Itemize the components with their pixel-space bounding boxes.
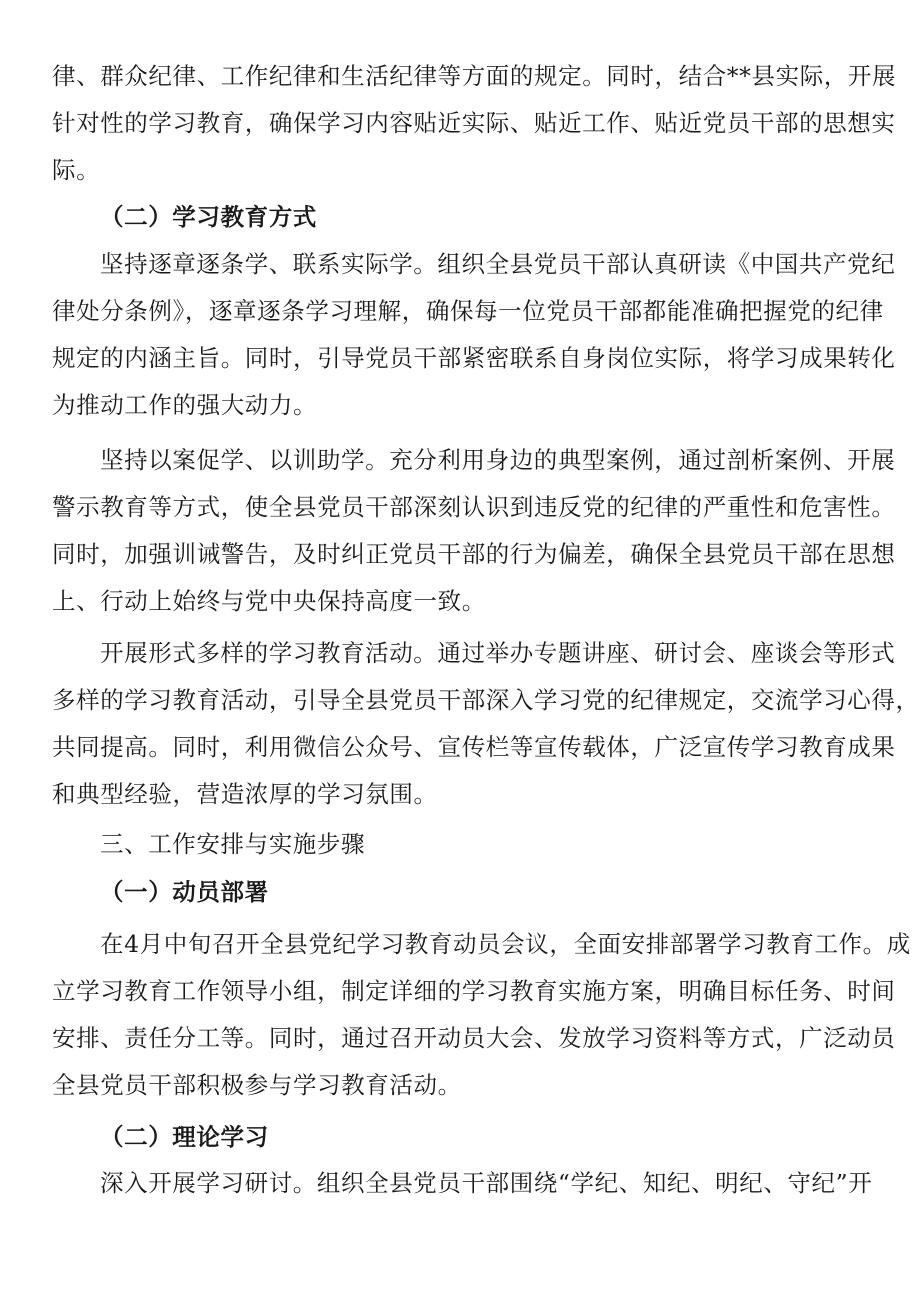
paragraph-line: 立学习教育工作领导小组，制定详细的学习教育实施方案，明确目标任务、时间 bbox=[52, 977, 896, 1005]
paragraph-line: 律、群众纪律、工作纪律和生活纪律等方面的规定。同时，结合**县实际，开展 bbox=[52, 62, 897, 90]
paragraph-line: 多样的学习教育活动，引导全县党员干部深入学习党的纪律规定，交流学习心得， bbox=[52, 686, 920, 714]
paragraph-line: 为推动工作的强大动力。 bbox=[52, 391, 318, 419]
subheading-study-method: （二）学习教育方式 bbox=[100, 203, 317, 231]
paragraph-line: 安排、责任分工等。同时，通过召开动员大会、发放学习资料等方式，广泛动员 bbox=[52, 1024, 896, 1052]
paragraph-line: 共同提高。同时，利用微信公众号、宣传栏等宣传载体，广泛宣传学习教育成果 bbox=[52, 733, 896, 761]
subheading-theory: （二）理论学习 bbox=[100, 1123, 269, 1151]
subheading-mobilize: （一）动员部署 bbox=[100, 878, 269, 906]
paragraph-line: 针对性的学习教育，确保学习内容贴近实际、贴近工作、贴近党员干部的思想实 bbox=[52, 109, 896, 137]
section-heading-3: 三、工作安排与实施步骤 bbox=[100, 830, 366, 858]
paragraph-line: 开展形式多样的学习教育活动。通过举办专题讲座、研讨会、座谈会等形式 bbox=[100, 639, 896, 667]
paragraph-line: 坚持以案促学、以训助学。充分利用身边的典型案例，通过剖析案例、开展 bbox=[100, 446, 896, 474]
paragraph-line: 际。 bbox=[52, 156, 101, 184]
paragraph-line: 律处分条例》，逐章逐条学习理解，确保每一位党员干部都能准确把握党的纪律 bbox=[52, 297, 884, 325]
paragraph-line: 和典型经验，营造浓厚的学习氛围。 bbox=[52, 780, 438, 808]
paragraph-line: 警示教育等方式，使全县党员干部深刻认识到违反党的纪律的严重性和危害性。 bbox=[52, 493, 896, 521]
paragraph-line: 规定的内涵主旨。同时，引导党员干部紧密联系自身岗位实际，将学习成果转化 bbox=[52, 344, 896, 372]
paragraph-line: 上、行动上始终与党中央保持高度一致。 bbox=[52, 587, 486, 615]
paragraph-line: 坚持逐章逐条学、联系实际学。组织全县党员干部认真研读《中国共产党纪 bbox=[100, 250, 896, 278]
paragraph-line: 深入开展学习研讨。组织全县党员干部围绕“学纪、知纪、明纪、守纪”开 bbox=[100, 1169, 873, 1197]
paragraph-line: 在4月中旬召开全县党纪学习教育动员会议，全面安排部署学习教育工作。成 bbox=[100, 930, 911, 958]
paragraph-line: 同时，加强训诫警告，及时纠正党员干部的行为偏差，确保全县党员干部在思想 bbox=[52, 540, 896, 568]
paragraph-line: 全县党员干部积极参与学习教育活动。 bbox=[52, 1071, 462, 1099]
